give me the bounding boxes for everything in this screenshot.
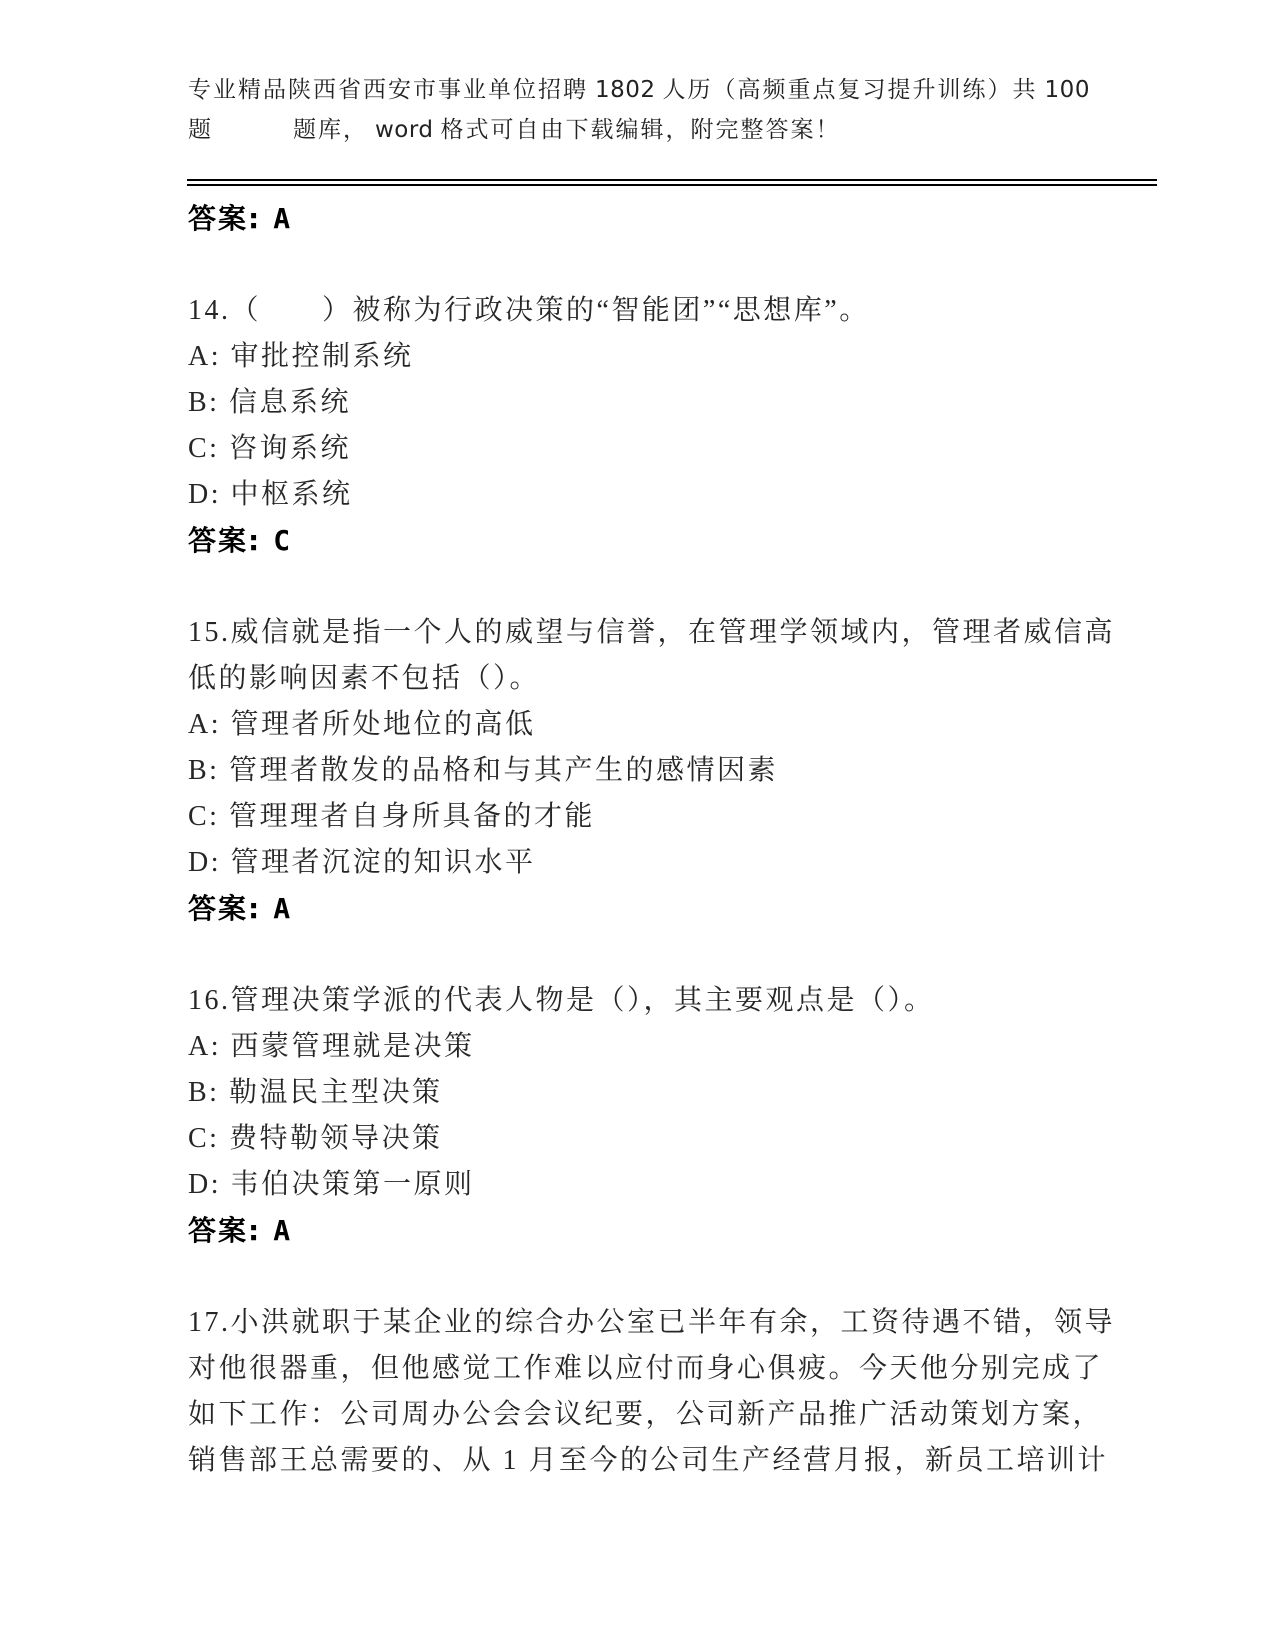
option-line-d: D: 韦伯决策第一原则 [188,1169,475,1200]
question-text: 16.管理决策学派的代表人物是（），其主要观点是（）。 [188,985,935,1016]
option-line-b: B: 勒温民主型决策 [188,1077,443,1108]
header-text-2: 人历（高频重点复习提升训练）共 [662,77,1038,102]
answer-label: 答案: [188,1214,262,1247]
question-block-17 [188,1300,1188,1484]
answer-label: 答案: [188,892,262,925]
answer-value: A [273,1214,293,1247]
header-count-recruits: 1802 [595,77,656,103]
question-block-16 [188,978,1188,1254]
question-text: 对他很器重，但他感觉工作难以应付而身心俱疲。今天他分别完成了 [188,1353,1104,1384]
answer-value: A [273,202,293,235]
answer-label: 答案: [188,202,262,235]
option-line-c: C: 管理理者自身所具备的才能 [188,801,595,832]
answer-line-q16 [188,1208,1188,1254]
option-line-a: A: 西蒙管理就是决策 [188,1031,475,1062]
option-line-a: A: 管理者所处地位的高低 [188,709,536,740]
header-line-2 [188,110,1158,150]
answer-line-q15 [188,886,1188,932]
doc-body [188,196,1188,1484]
question-block-14 [188,288,1188,564]
header-word-format: word [375,117,434,143]
header-text-3: 题 [188,117,213,142]
answer-line-q14 [188,518,1188,564]
option-line-c: C: 咨询系统 [188,433,351,464]
question-text: 如下工作：公司周办公会会议纪要，公司新产品推广活动策划方案， [188,1399,1104,1430]
option-line-c: C: 费特勒领导决策 [188,1123,443,1154]
header-text-4: 题库， [293,117,368,142]
header-line-1 [188,70,1158,110]
question-text: 17.小洪就职于某企业的综合办公室已半年有余，工资待遇不错，领导 [188,1307,1116,1338]
option-line-b: B: 信息系统 [188,387,351,418]
doc-header [188,70,1158,150]
option-line-d: D: 管理者沉淀的知识水平 [188,847,536,878]
option-line-a: A: 审批控制系统 [188,341,414,372]
answer-value: A [273,892,293,925]
question-block-15 [188,610,1188,932]
question-text: 15.威信就是指一个人的威望与信誉，在管理学领域内，管理者威信高 [188,617,1116,648]
header-text-1: 专业精品陕西省西安市事业单位招聘 [188,77,588,102]
answer-line-q13 [188,196,1188,242]
header-text-5: 格式可自由下载编辑，附完整答案！ [440,117,841,142]
option-line-b: B: 管理者散发的品格和与其产生的感情因素 [188,755,778,786]
question-text: 低的影响因素不包括（）。 [188,663,541,694]
header-count-questions: 100 [1044,77,1090,103]
question-text: 14.（ ）被称为行政决策的“智能团”“思想库”。 [188,295,870,326]
question-text: 销售部王总需要的、从 1 月至今的公司生产经营月报，新员工培训计 [188,1445,1109,1476]
answer-value: C [273,524,293,557]
option-line-d: D: 中枢系统 [188,479,353,510]
answer-label: 答案: [188,524,262,557]
header-divider-rule [187,179,1157,186]
